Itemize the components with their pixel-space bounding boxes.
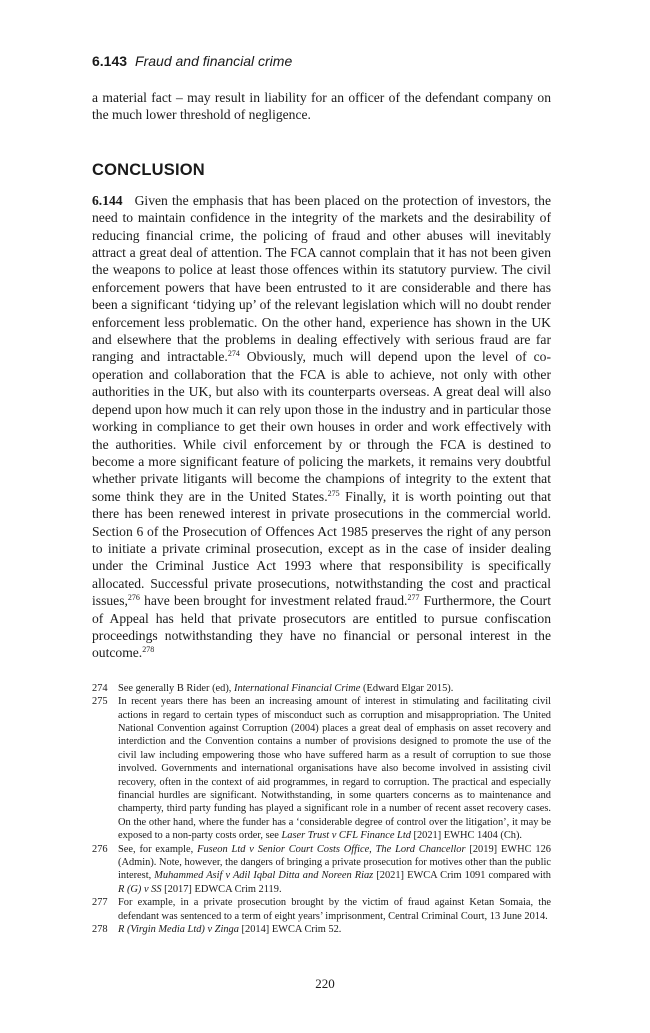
- footnote-ref: 274: [227, 349, 240, 359]
- footnote-ref: 275: [327, 488, 340, 498]
- footnote-ref: 278: [142, 645, 155, 655]
- footnote-277: [92, 896, 551, 923]
- footnote-number: 277: [92, 897, 108, 909]
- footnote-278: [92, 923, 551, 936]
- footnote-ref: 277: [407, 593, 420, 603]
- footnote-number: 275: [92, 696, 108, 708]
- footnote-274: [92, 682, 551, 695]
- header-section-number: 6.143: [92, 53, 128, 69]
- footnote-text: R (Virgin Media Ltd) v Zinga [2014] EWCA Crim 52.: [118, 924, 342, 936]
- carryover-paragraph: a material fact – may result in liability for an officer of the defendant company on the much lower threshold of negligence.: [92, 90, 551, 123]
- footnote-text: For example, in a private prosecution brought by the victim of fraud against Ketan Somaia, the defendant was sentenced to a term of eight years’ imprisonment, Central Criminal Court, 13 June 2014.: [118, 897, 551, 922]
- footnote-number: 276: [92, 843, 108, 855]
- footnote-ref: 276: [127, 593, 140, 603]
- paragraph-text: Obviously, much will depend upon the level of co-operation and collaboration that the FCA is able to achieve, not only with other authorities in the UK, but also with its counterparts overseas. A great deal will also depend upon how much it can rely upon those in the industry and in particular those working in compliance to get their own houses in order and work effectively with the authorities. While civil enforcement by or through the FCA is destined to become a more significant feature of policing the markets, it remains very doubtful whether private litigants will become the champions of integrity to the extent that some think they are in the United States.: [92, 349, 551, 504]
- footnote-276: [92, 843, 551, 897]
- paragraph-6-144: [92, 192, 551, 662]
- paragraph-number: 6.144: [92, 192, 123, 208]
- paragraph-text: Given the emphasis that has been placed on the protection of investors, the need to maintain confidence in the integrity of the markets and the desirability of reducing financial crime, the policing of fraud and other abuses will inevitably attract a great deal of attention. The FCA cannot complain that it has not been given the weapons to police at least those offences within its statutory purview. The civil enforcement powers that have been entrusted to it are considerable and there has been a significant ‘tidying up’ of the relevant legislation which will no doubt render enforcement less problematic. On the other hand, experience has shown in the UK and elsewhere that the problems in dealing effectively with serious fraud are far ranging and intractable.: [92, 192, 551, 365]
- running-header: [92, 52, 551, 72]
- header-chapter-title: Fraud and financial crime: [135, 53, 293, 69]
- paragraph-text: Furthermore, the Court of Appeal has held that private prosecutors are entitled to pursue confiscation proceedings notwithstanding they have no financial or personal interest in the outcome.: [92, 593, 551, 661]
- paragraph-text: have been brought for investment related fraud.: [139, 593, 408, 609]
- paragraph-text: Finally, it is worth pointing out that there has been renewed interest in private prosecutions in the commercial world. Section 6 of the Prosecution of Offences Act 1985 preserves the right of any person to initiate a private criminal prosecution, except as in the case of insider dealing under the Criminal Justice Act 1993 where that responsibility is specifically allocated. Successful private prosecutions, notwithstanding the cost and practical issues,: [92, 488, 551, 609]
- section-heading: CONCLUSION: [92, 160, 205, 179]
- page-content: [92, 52, 551, 937]
- page-number: 220: [315, 976, 335, 991]
- footnote-text: See, for example, Fuseon Ltd v Senior Court Costs Office, The Lord Chancellor [2019] EWHC 126 (Admin). Note, however, the dangers of bringing a private prosecution for motives other than the public interest, Muhammed Asif v Adil Iqbal Ditta and Noreen Riaz [2021] EWCA Crim 1091 compared with R (G) v SS [2017] EDWCA Crim 2119.: [118, 843, 552, 895]
- footnote-275: [92, 695, 551, 842]
- footnote-number: 278: [92, 924, 108, 936]
- footnote-number: 274: [92, 682, 108, 694]
- footnote-text: See generally B Rider (ed), International Financial Crime (Edward Elgar 2015).: [118, 682, 454, 694]
- footnote-text: In recent years there has been an increasing amount of interest in stimulating and facilitating civil actions in regard to certain types of misconduct such as corruption and misappropriation. The United National Convention against Corruption (2004) places a great deal of emphasis on asset recovery and interdiction and the Convention contains a number of provisions designed to promote the use of the civil law including empowering those who have suffered harm as a result of corruption to sue those involved. Governments and international organisations have also become involved in assisting civil recovery, often in the context of aid programmes, in regard to corruption. The practical and especially financial hurdles are significant. Notwithstanding, in some quarters concerns as to maintenance and champerty, third party funding has played a significant role in a number of recent asset recovery cases. On the other hand, where the funder has a ‘considerable degree of control over the litigation’, it may be exposed to a non-party costs order, see Laser Trust v CFL Finance Ltd [2021] EWHC 1404 (Ch).: [118, 696, 551, 842]
- footnotes: [92, 682, 551, 937]
